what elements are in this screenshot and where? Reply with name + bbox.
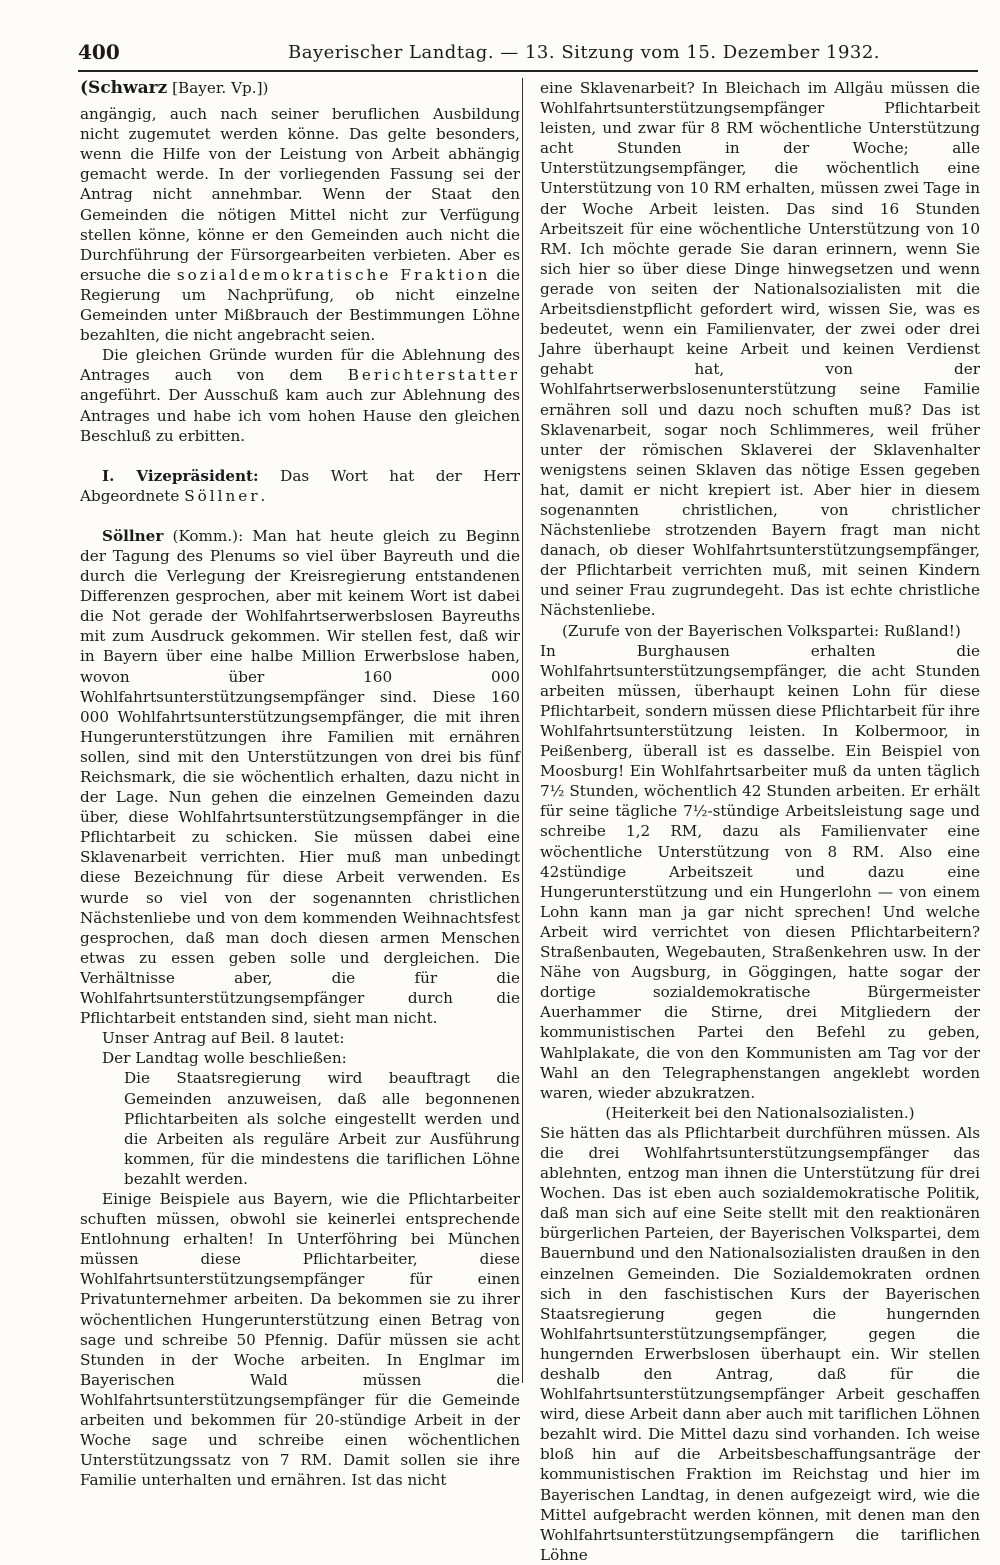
left-column [80, 78, 520, 1490]
motion-intro: Unser Antrag auf Beil. 8 lautet: [102, 1029, 345, 1048]
spaced-text: sozialdemokratische Fraktion [176, 265, 491, 284]
speaker-name: Söllner [102, 526, 164, 545]
president-statement [80, 466, 520, 506]
speaker-party: (Komm.): [163, 526, 244, 545]
paragraph-text: Die gleichen Gründe wurden für die Ablehnung des Antrages auch von dem [80, 346, 520, 385]
paragraph: eine Sklavenarbeit? In Bleichach im Allgäu müssen die Wohlfahrtsunterstützungsempfänger Pflichtarbeit leisten, und zwar für 8 RM wöchentliche Unterstützung acht Stunden in der Woche; alle Unterstützungsempfänger, die wöchentlich eine Unterstützung von 10 RM erhalten, müssen zwei Tage in der Woche Arbeit leisten. Das sind 16 Stunden Arbeitszeit für eine wöchentliche Unterstützung von 10 RM. Ich möchte gerade Sie daran erinnern, wenn Sie sich hier so über diese Dinge hinwegsetzen und wenn gerade von seiten der Nationalsozialisten mit die Arbeitsdienstpflicht gefordert wird, wissen Sie, was es bedeutet, wenn ein Familienvater, der zwei oder drei Jahre überhaupt keine Arbeit und keinen Verdienst gehabt hat, von der Wohlfahrtserwerbslosenunterstützung seine Familie ernähren soll und dazu noch schuften muß? Das ist Sklavenarbeit, sogar noch Schlimmeres, weil früher unter der römischen Sklaverei der Sklavenhalter wenigstens seinen Sklaven das nötige Essen gegeben hat, damit er nicht krepiert ist. Aber hier in diesem sogenannten christlichen, von christlicher Nächstenliebe strotzenden Bayern fragt man nicht danach, ob dieser Wohlfahrtsunterstützungsempfänger, der Pflichtarbeit verrichten muß, mit seinen Kindern und seiner Frau zugrundegeht. Das ist echte christliche Nächstenliebe. [540, 79, 980, 620]
speaker-name: I. Vizepräsident: [102, 466, 259, 485]
spaced-text: Berichterstatter [347, 366, 520, 385]
paragraph: Sie hätten das als Pflichtarbeit durchführen müssen. Als die drei Wohlfahrtsunterstützungsempfänger das ablehnten, entzog man ihnen die Unterstützung für drei Wochen. Das ist eben auch sozialdemokratische Politik, daß man sich auf eine Seite stellt mit den reaktionären bürgerlichen Parteien, der Bayerischen Volkspartei, dem Bauernbund und den Nationalsozialisten draußen in den einzelnen Gemeinden. Die Sozialdemokraten ordnen sich in den faschistischen Kurs der Bayerischen Staatsregierung gegen die hungernden Wohlfahrtsunterstützungsempfänger, gegen die hungernden Erwerbslosen überhaupt ein. Wir stellen deshalb den Antrag, daß für die Wohlfahrtsunterstützungsempfänger Arbeit geschaffen wird, diese Arbeit dann aber auch mit tariflichen Löhnen bezahlt wird. Die Mittel dazu sind vorhanden. Ich weise bloß hin auf die Arbeitsbeschaffungsanträge der kommunistischen Fraktion im Reichstag und hier im Bayerischen Landtag, in denen aufgezeigt wird, wie die Mittel aufgebracht werden können, mit denen man den Wohlfahrtsunterstützungsempfängern die tariflichen Löhne [540, 1123, 980, 1564]
paragraph-text: angeführt. Der Ausschuß kam auch zur Ablehnung des Antrages und habe ich vom hohen Hause den gleichen Beschluß zu erbitten. [80, 386, 520, 445]
paragraph-text: Man hat heute gleich zu Beginn der Tagung des Plenums so viel über Bayreuth und die durch die Verlegung der Kreisregierung entstandenen Differenzen gesprochen, aber mit keinem Wort ist dabei die Not gerade der Wohlfahrtserwerbslosen Bayreuths mit zum Ausdruck gekommen. Wir stellen fest, daß wir in Bayern über eine halbe Million Erwerbslose haben, wovon über 160 000 Wohlfahrtsunterstützungsempfänger sind. Diese 160 000 Wohlfahrtsunterstützungsempfänger, die mit ihren Hungerunterstützungen ihre Familien mit ernähren sollen, sind mit den Unterstützungen von drei bis fünf Reichsmark, die sie wöchentlich erhalten, dazu nicht in der Lage. Nun gehen die einzelnen Gemeinden dazu über, diese Wohlfahrtsunterstützungsempfänger in die Pflichtarbeit zu schicken. Sie müssen dabei eine Sklavenarbeit verrichten. Hier muß man unbedingt diese Bezeichnung für diese Arbeit verwenden. Es wurde so viel von der sogenannten christlichen Nächstenliebe und von dem kommenden Weihnachtsfest gesprochen, daß man doch diesen armen Menschen etwas zu essen geben solle und dergleichen. Die Verhältnisse aber, die für die Wohlfahrtsunterstützungsempfänger durch die Pflichtarbeit entstanden sind, sieht man nicht. [80, 526, 520, 1028]
page-number: 400 [78, 40, 120, 64]
interjection: (Zurufe von der Bayerischen Volkspartei: Rußland!) [562, 621, 961, 640]
right-column [540, 78, 980, 1565]
speech-paragraph [80, 526, 520, 1028]
speaker-name: (Schwarz [80, 78, 168, 98]
paragraph-text: angängig, auch nach seiner beruflichen Ausbildung nicht zugemutet werden könne. Das gelte besonders, wenn die Hilfe von der Leistung von Arbeit abhängig gemacht werde. In der vorliegenden Fassung sei der Antrag nicht annehmbar. Wenn der Staat den Gemeinden die nötigen Mittel nicht zur Verfügung stellen könne, könne er den Gemeinden auch nicht die Durchführung der Fürsorgearbeiten verbieten. Aber es ersuche die [80, 105, 520, 284]
speaker-party: [Bayer. Vp.]) [167, 79, 269, 97]
paragraph-text: . [260, 486, 266, 505]
paragraph: In Burghausen erhalten die Wohlfahrtsunterstützungsempfänger, die acht Stunden arbeiten müssen, überhaupt keinen Lohn für diese Pflichtarbeit, sondern müssen diese Pflichtarbeit für ihre Wohlfahrtsunterstützung leisten. In Kolbermoor, in Peißenberg, überall ist es dasselbe. Ein Beispiel von Moosburg! Ein Wohlfahrtsarbeiter muß da unten täglich 7½ Stunden, wöchentlich 42 Stunden arbeiten. Er erhält für seine tägliche 7½-stündige Arbeitsleistung sage und schreibe 1,2 RM, dazu als Familienvater eine wöchentliche Unterstützung von 8 RM. Also eine 42stündige Arbeitszeit und dazu eine Hungerunterstützung und ein Hungerlohn — von einem Lohn kann man ja gar nicht sprechen! Und welche Arbeit wird verrichtet von diesen Pflichtarbeitern? Straßenbauten, Wegebauten, Straßenkehren usw. In der Nähe von Augsburg, in Göggingen, hatte sogar der dortige sozialdemokratische Bürgermeister Auerhammer die Stirne, drei Mitgliedern der kommunistischen Partei den Befehl zu geben, Wahlplakate, die von den Kommunisten am Tag vor der Wahl an den Telegraphenstangen angeklebt worden waren, wieder abzukratzen. [540, 641, 980, 1102]
motion-line: Der Landtag wolle beschließen: [102, 1049, 347, 1068]
paragraph-text: die Regierung um Nachprüfung, ob nicht einzelne Gemeinden unter Mißbrauch der Bestimmungen Löhne bezahlten, die nicht angebracht seien. [80, 265, 521, 345]
paragraph: Einige Beispiele aus Bayern, wie die Pflichtarbeiter schuften müssen, obwohl sie keinerlei entsprechende Entlohnung erhalten! In Unterföhring bei München müssen diese Pflichtarbeiter, diese Wohlfahrtsunterstützungsempfänger für einen Privatunternehmer arbeiten. Da bekommen sie zu ihrer wöchentlichen Hungerunterstützung einen Betrag von sage und schreibe 50 Pfennig. Dafür müssen sie acht Stunden in der Woche arbeiten. In Englmar im Bayerischen Wald müssen die Wohlfahrtsunterstützungsempfänger für die Gemeinde arbeiten und bekommen für 20-stündige Arbeit in der Woche sage und schreibe einen wöchentlichen Unterstützungssatz von 7 RM. Damit sollen sie ihre Familie unterhalten und ernähren. Ist das nicht [80, 1189, 520, 1490]
continued-speaker-line [80, 78, 520, 98]
paragraph-text: Das Wort hat der Herr Abgeordnete [80, 466, 520, 505]
running-title: Bayerischer Landtag. — 13. Sitzung vom 15. Dezember 1932. [288, 42, 881, 63]
spacer [80, 506, 520, 526]
paragraph [80, 345, 520, 445]
spacer [80, 446, 520, 466]
column-divider [522, 78, 523, 1383]
page-header [78, 40, 978, 72]
spaced-text: Söllner [184, 486, 261, 505]
paragraph [80, 104, 520, 345]
interjection: (Heiterkeit bei den Nationalsozialisten.) [605, 1103, 915, 1122]
motion-text: Die Staatsregierung wird beauftragt die Gemeinden anzuweisen, daß alle begonnenen Pflichtarbeiten als solche eingestellt werden und die Arbeiten als reguläre Arbeit zur Ausführung kommen, für die mindestens die tariflichen Löhne bezahlt werden. [124, 1069, 520, 1188]
